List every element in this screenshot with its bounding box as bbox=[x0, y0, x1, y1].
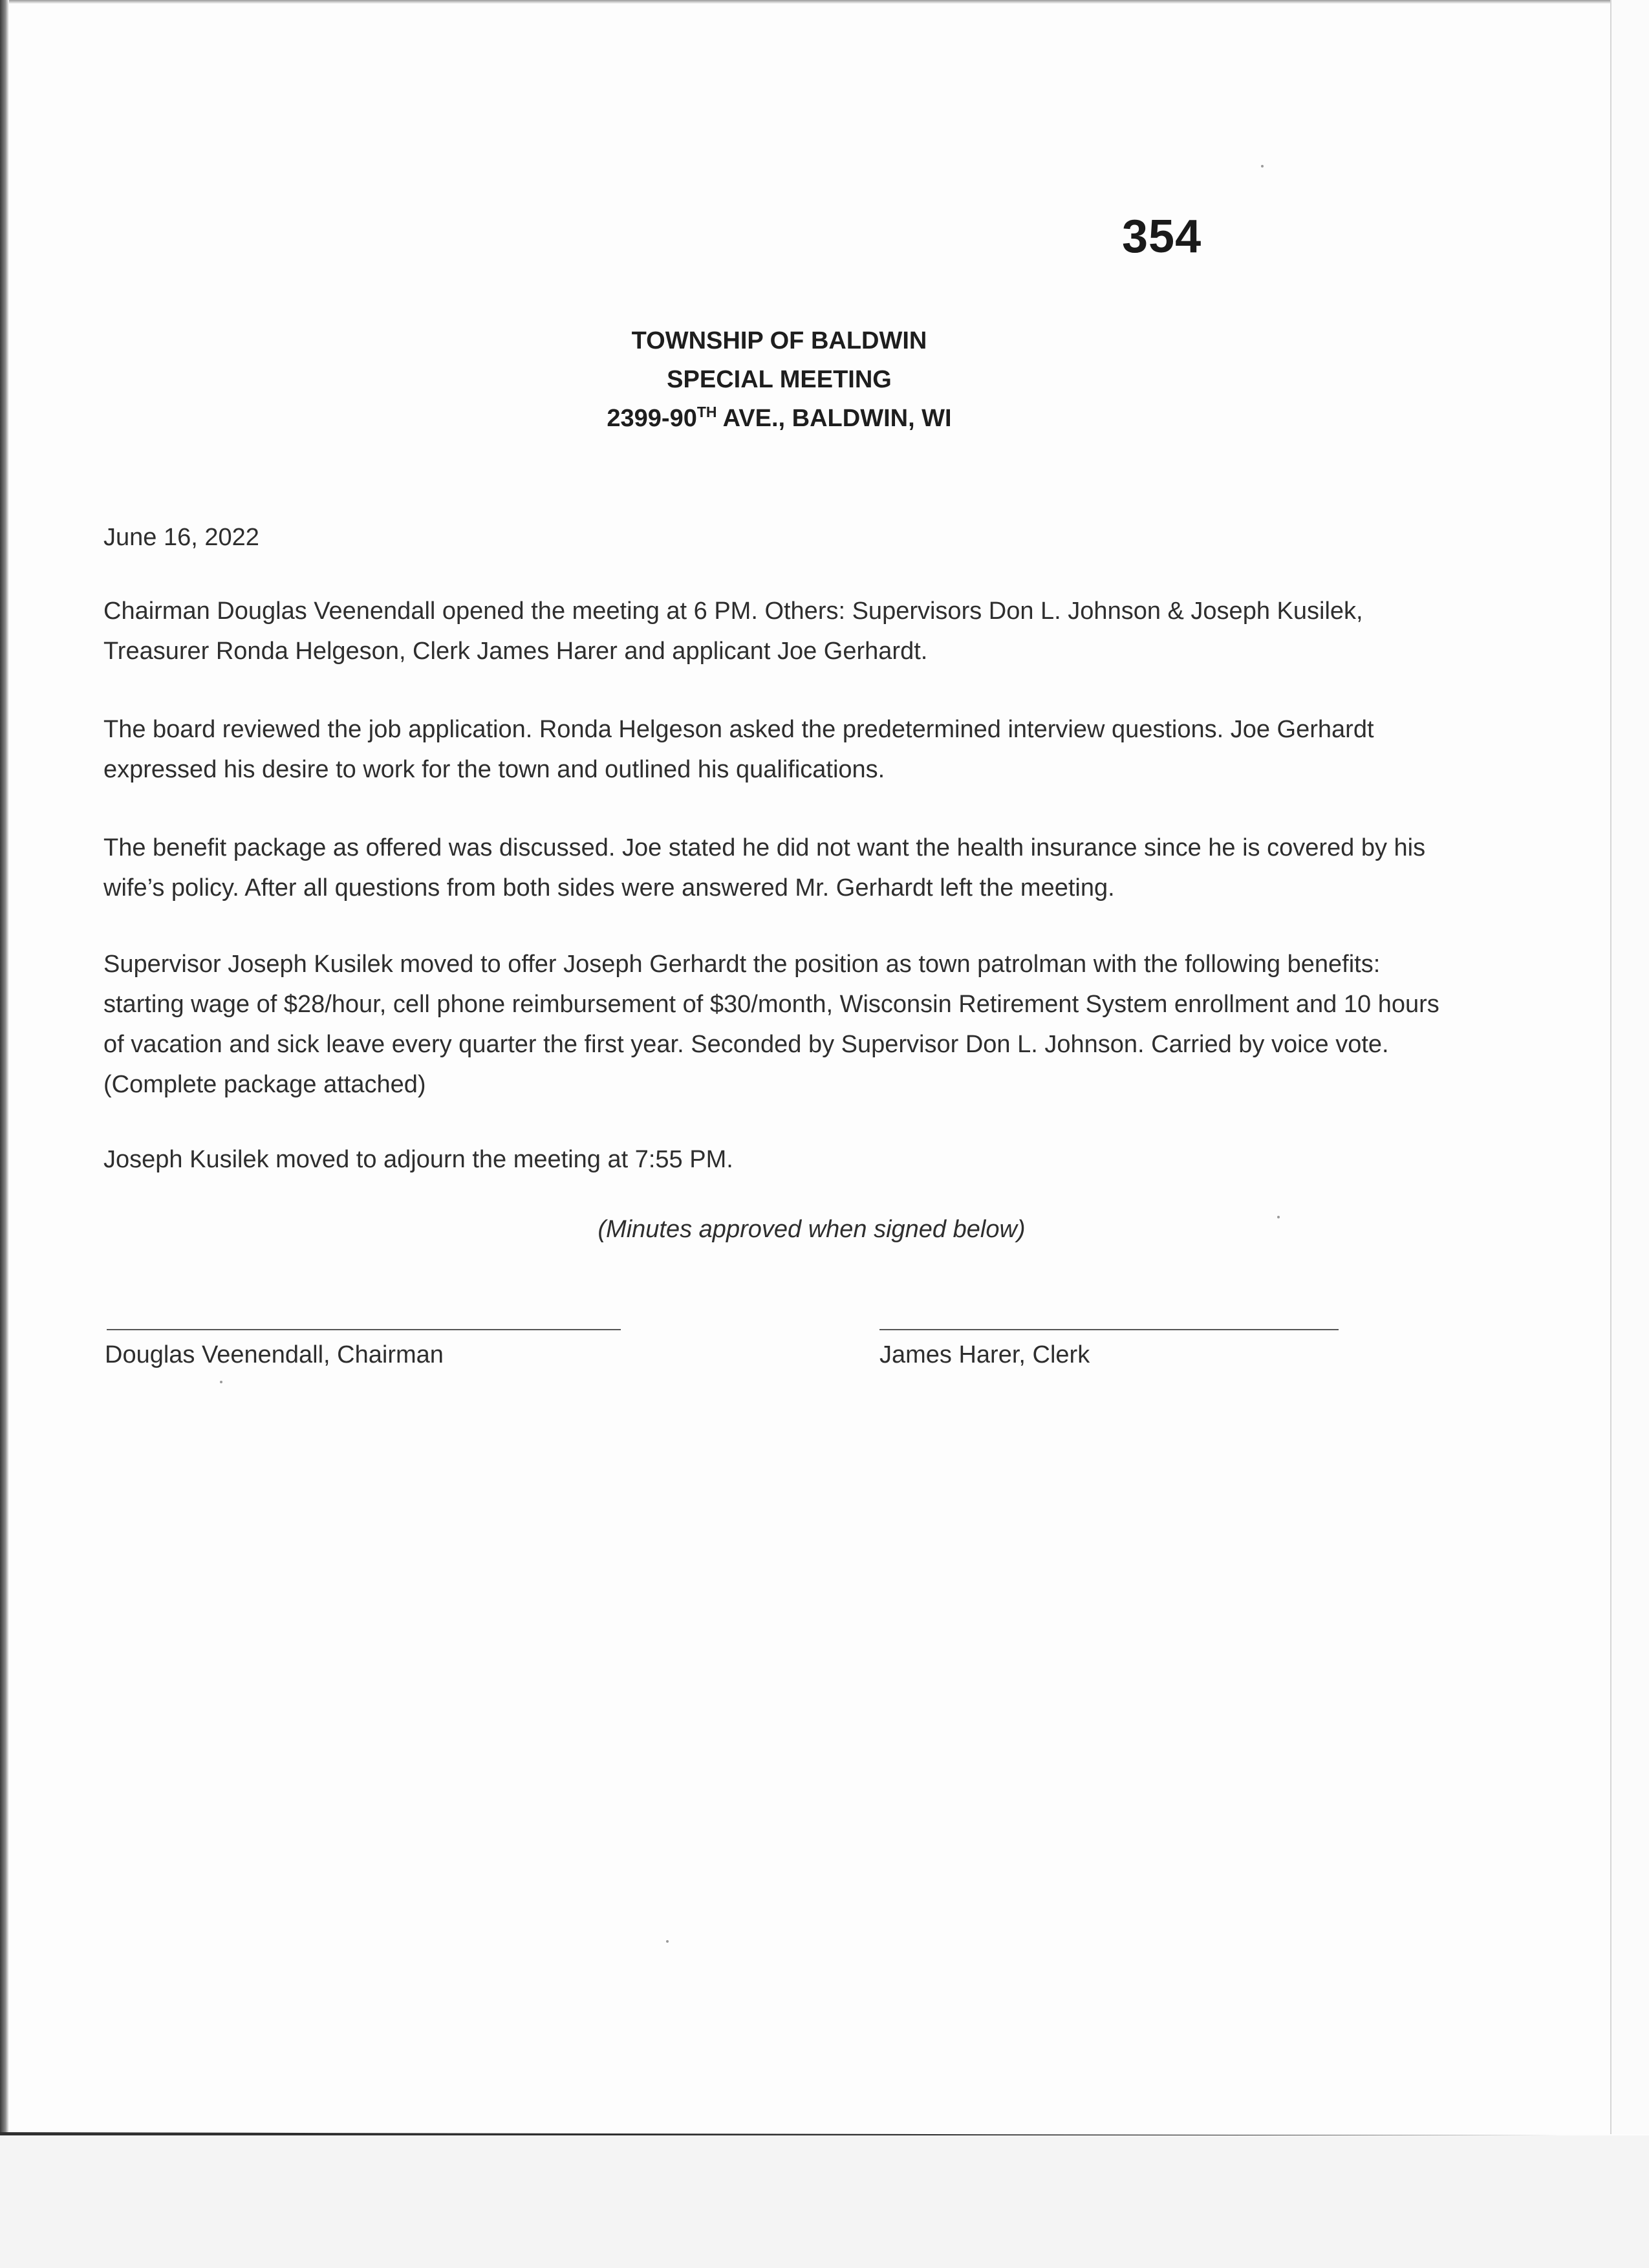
scan-top-edge bbox=[0, 0, 1649, 4]
address-prefix: 2399-90 bbox=[607, 405, 697, 432]
signature-name-chairman: Douglas Veenendall, Chairman bbox=[105, 1341, 444, 1368]
signature-line-chairman bbox=[107, 1329, 621, 1330]
scan-speck bbox=[1261, 165, 1264, 167]
approval-note: (Minutes approved when signed below) bbox=[598, 1216, 1026, 1243]
meeting-date: June 16, 2022 bbox=[103, 524, 259, 551]
document-header bbox=[0, 321, 1558, 438]
paragraph-opening: Chairman Douglas Veenendall opened the meeting at 6 PM. Others: Supervisors Don L. Johnson & Joseph Kusilek, Treasurer Ronda Helgeson, Clerk James Harer and applicant Joe Gerhardt. bbox=[103, 598, 1363, 665]
page-right-edge bbox=[1610, 0, 1649, 2134]
header-meeting-type: SPECIAL MEETING bbox=[667, 366, 892, 393]
scan-speck bbox=[1277, 1216, 1280, 1218]
scan-speck bbox=[666, 1940, 669, 1943]
header-address bbox=[0, 399, 1558, 438]
paragraph-benefits: The benefit package as offered was discussed. Joe stated he did not want the health insurance since he is covered by his wife’s policy. After all questions from both sides were answered Mr. Gerhardt left the meeting. bbox=[103, 834, 1426, 902]
scan-speck bbox=[220, 1381, 222, 1383]
page-number: 354 bbox=[1122, 211, 1202, 263]
signature-name-clerk: James Harer, Clerk bbox=[879, 1341, 1090, 1368]
paragraph-adjourn: Joseph Kusilek moved to adjourn the meeting at 7:55 PM. bbox=[103, 1146, 733, 1173]
scan-background bbox=[0, 2135, 1649, 2268]
address-suffix: AVE., BALDWIN, WI bbox=[717, 405, 952, 432]
address-superscript: TH bbox=[696, 404, 717, 420]
signature-line-clerk bbox=[879, 1329, 1339, 1330]
paragraph-motion: Supervisor Joseph Kusilek moved to offer Joseph Gerhardt the position as town patrolman with the following benefits: starting wage of $28/hour, cell phone reimbursement of $30/month, Wisconsin Retirement System enrollment and 10 hours of vacation and sick leave every quarter the first year. Seconded by Supervisor Don L. Johnson. Carried by voice vote. (Complete package attached) bbox=[103, 951, 1439, 1098]
paragraph-review: The board reviewed the job application. Ronda Helgeson asked the predetermined interview questions. Joe Gerhardt expressed his desire to work for the town and outlined his qualifications. bbox=[103, 716, 1374, 783]
header-township: TOWNSHIP OF BALDWIN bbox=[631, 327, 927, 354]
